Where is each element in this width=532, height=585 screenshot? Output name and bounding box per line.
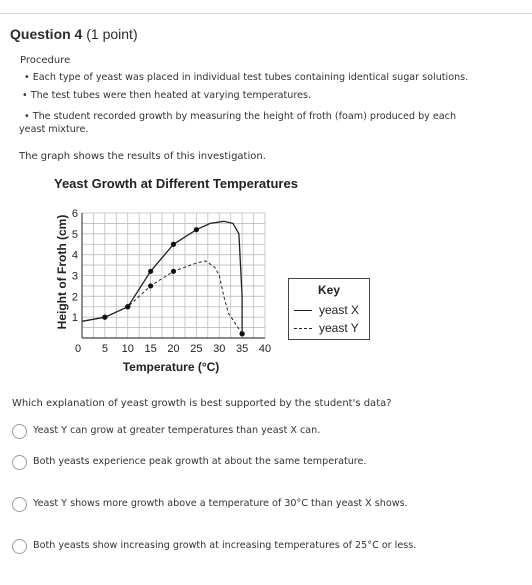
question-title: Question 4 xyxy=(10,26,83,42)
procedure-bullet-continuation: yeast mixture. xyxy=(19,124,89,135)
data-point-yeast-x xyxy=(148,269,153,274)
x-tick-label: 40 xyxy=(258,343,272,355)
y-tick-label: 1 xyxy=(71,312,78,325)
data-point-yeast-y xyxy=(102,315,107,320)
chart-series xyxy=(82,221,245,336)
legend-label: yeast Y xyxy=(319,321,359,335)
answer-option-text[interactable]: Yeast Y shows more growth above a temperature of 30°C than yeast X shows. xyxy=(33,498,408,509)
procedure-heading: Procedure xyxy=(20,55,71,66)
x-tick-label: 25 xyxy=(190,343,203,355)
legend-swatch-dashed xyxy=(294,328,312,329)
x-tick-label: 20 xyxy=(167,343,180,355)
legend-swatch-solid xyxy=(294,310,312,311)
bullet-marker: • xyxy=(24,72,33,83)
radio-button[interactable] xyxy=(12,497,27,512)
graph-caption: The graph shows the results of this investigation. xyxy=(19,151,266,162)
radio-button[interactable] xyxy=(12,424,27,439)
legend-title: Key xyxy=(317,283,340,297)
x-tick-label: 10 xyxy=(121,343,134,355)
y-tick-label: 6 xyxy=(71,208,78,220)
data-point-yeast-x xyxy=(194,227,199,232)
chart-legend xyxy=(288,278,370,340)
data-point-yeast-y xyxy=(125,304,130,309)
y-tick-label: 2 xyxy=(71,291,78,304)
procedure-bullet-text: Each type of yeast was placed in individual test tubes containing identical sugar solutions. xyxy=(32,72,469,83)
x-tick-label: 0 xyxy=(74,343,82,355)
question-prompt: Which explanation of yeast growth is best supported by the student's data? xyxy=(12,398,392,409)
radio-button[interactable] xyxy=(12,539,27,554)
y-tick-label: 4 xyxy=(71,249,78,262)
x-tick-label: 5 xyxy=(101,343,108,355)
answer-option-text[interactable]: Yeast Y can grow at greater temperatures than yeast X can. xyxy=(33,425,321,436)
procedure-bullet-text: The student recorded growth by measuring the height of froth (foam) produced by each xyxy=(32,111,457,122)
data-point-yeast-y xyxy=(171,269,176,274)
chart-title: Yeast Growth at Different Temperatures xyxy=(54,176,298,191)
y-axis-label: Height of Froth (cm) xyxy=(55,214,69,330)
y-tick-label: 5 xyxy=(71,228,78,241)
x-tick-label: 35 xyxy=(236,343,249,355)
legend-label: yeast X xyxy=(319,303,360,317)
procedure-bullet-text: The test tubes were then heated at varying temperatures. xyxy=(30,90,312,101)
question-points: (1 point) xyxy=(86,26,138,42)
bullet-marker: • xyxy=(22,90,31,101)
answer-option-text[interactable]: Both yeasts show increasing growth at increasing temperatures of 25°C or less. xyxy=(33,540,417,551)
answer-option-text[interactable]: Both yeasts experience peak growth at about the same temperature. xyxy=(33,456,367,467)
y-tick-label: 3 xyxy=(71,270,78,283)
x-tick-label: 15 xyxy=(144,343,157,355)
data-point-yeast-y xyxy=(148,283,153,288)
x-axis-label: Temperature (°C) xyxy=(122,360,220,374)
bullet-marker: • xyxy=(24,111,33,122)
x-tick-label: 30 xyxy=(213,343,226,355)
radio-button[interactable] xyxy=(12,455,27,470)
data-point-yeast-x xyxy=(171,242,176,247)
data-point-yeast-y xyxy=(240,331,245,336)
